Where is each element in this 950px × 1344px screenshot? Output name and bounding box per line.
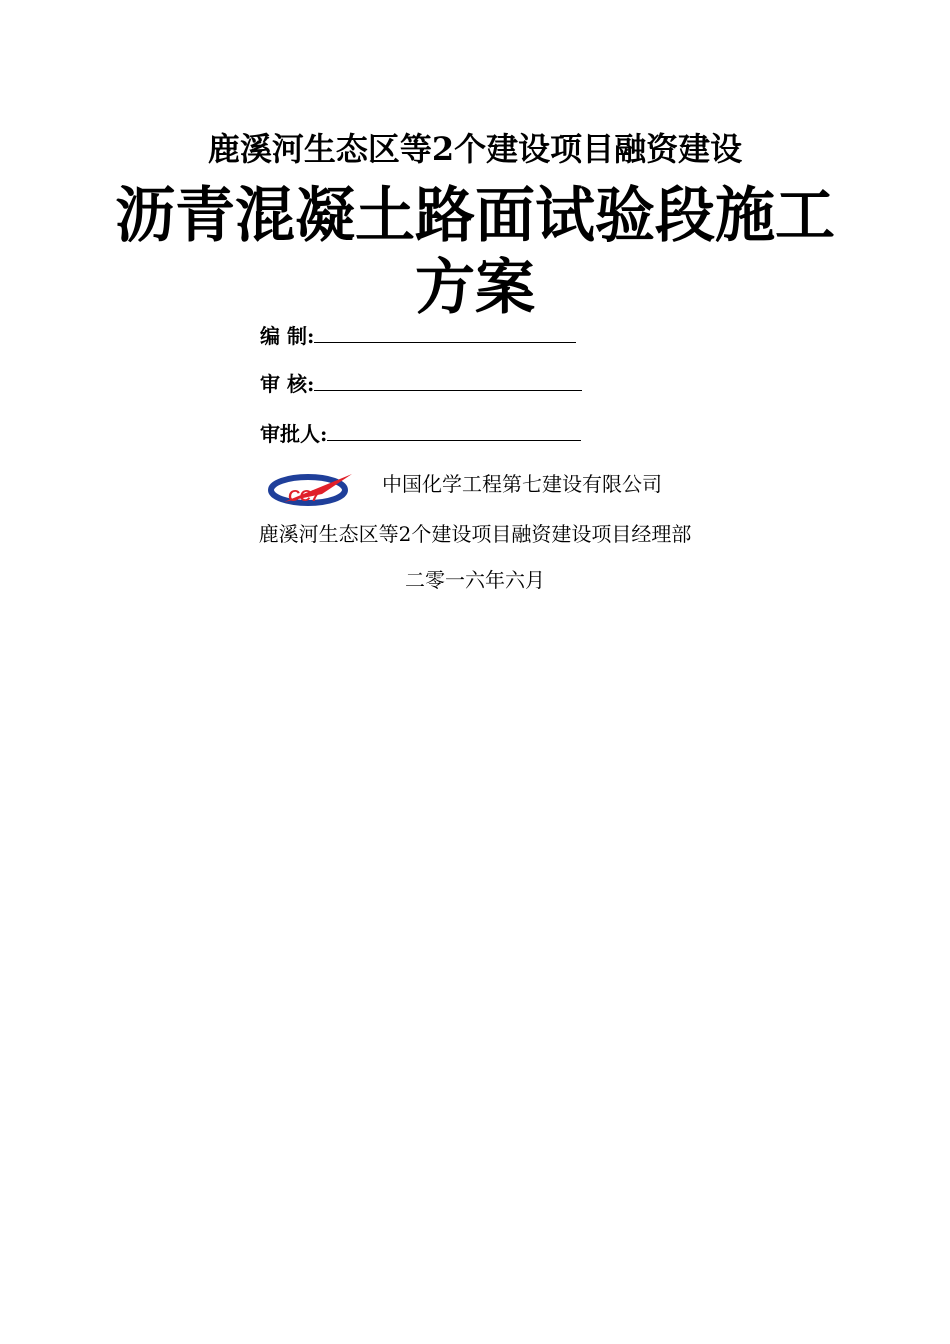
signature-review <box>260 370 582 398</box>
project-department: 鹿溪河生态区等2个建设项目融资建设项目经理部 <box>258 522 692 546</box>
document-date: 二零一六年六月 <box>405 568 545 592</box>
company-name: 中国化学工程第七建设有限公司 <box>382 472 662 496</box>
document-title-line2: 方案 <box>415 253 535 323</box>
signature-review-blank <box>314 370 582 391</box>
signature-approve-label: 审批人: <box>260 422 328 446</box>
document-subtitle: 鹿溪河生态区等2个建设项目融资建设 <box>207 130 743 168</box>
signature-approve <box>260 420 581 448</box>
signature-approve-blank <box>327 420 581 441</box>
signature-compile <box>260 322 576 350</box>
company-logo-icon <box>268 468 354 508</box>
company-logo-text: CC7 <box>288 488 321 505</box>
signature-review-label: 审 核: <box>260 372 315 396</box>
document-title-line1: 沥青混凝土路面试验段施工 <box>115 181 835 251</box>
signature-compile-label: 编 制: <box>260 324 315 348</box>
signature-compile-blank <box>314 322 576 343</box>
